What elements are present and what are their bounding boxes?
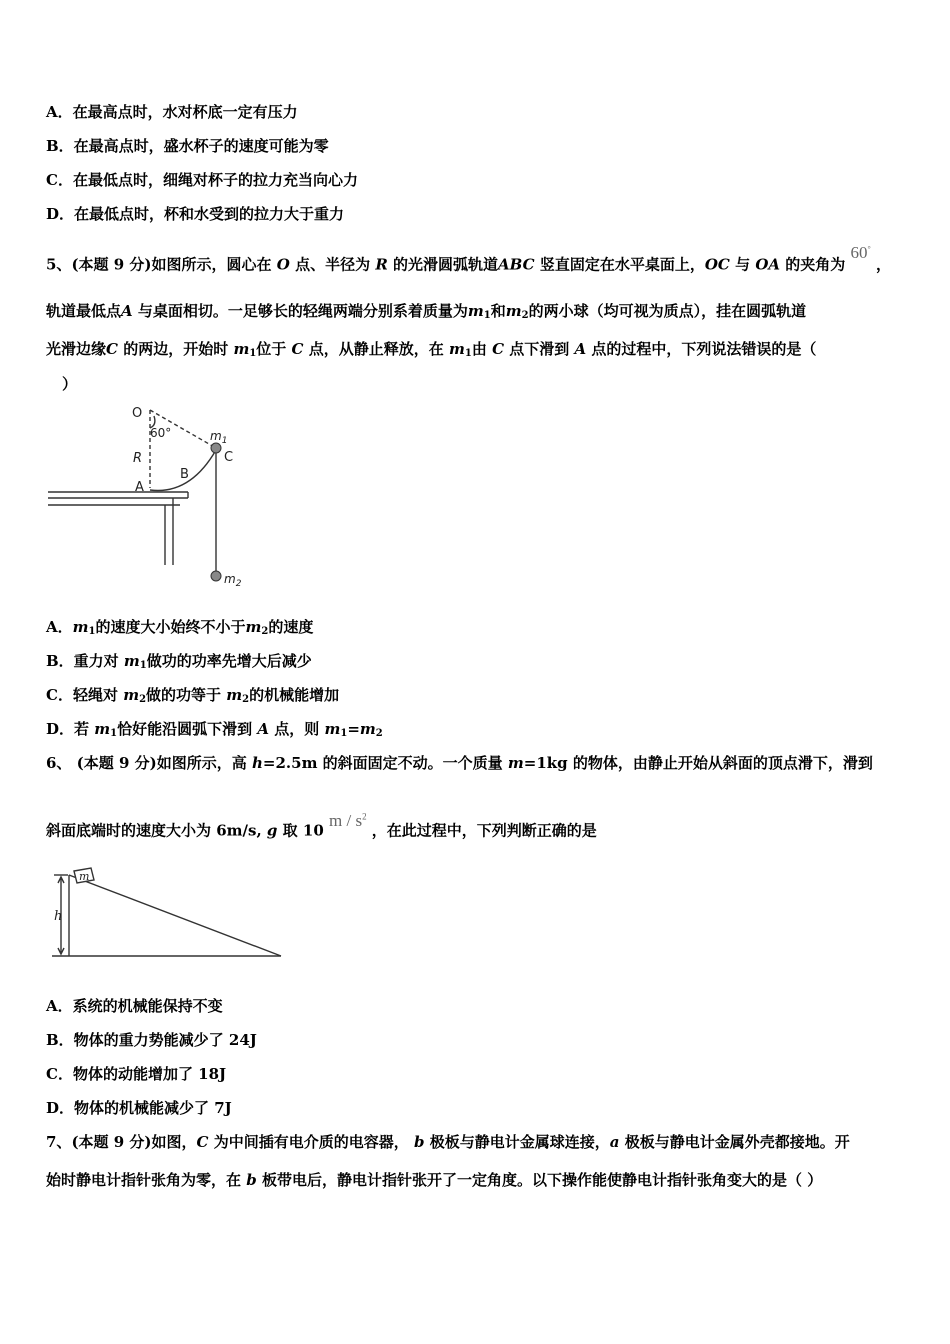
label-m: m	[79, 870, 90, 883]
incline-slope	[69, 875, 281, 956]
q5-option-b: B．重力对 $m_1$做功的功率先增大后减少	[46, 652, 312, 671]
q6-option-c: C．物体的动能增加了 18J	[46, 1065, 227, 1083]
ball-m1	[211, 443, 221, 453]
q4-option-d: D．在最低点时，杯和水受到的拉力大于重力	[46, 205, 345, 223]
q5-option-d: D．若 $m_1$恰好能沿圆弧下滑到 A 点，则 $m_1=m_2$	[46, 720, 383, 739]
q4-option-b: B．在最高点时，盛水杯子的速度可能为零	[46, 137, 329, 155]
q6-option-a: A．系统的机械能保持不变	[46, 997, 223, 1015]
label-o: O	[132, 406, 143, 421]
label-a: A	[135, 480, 144, 495]
q7-stem-line1: 7、(本题 9 分)如图，C 为中间插有电介质的电容器， b 极板与静电计金属球连接，a 极板与静电计金属外壳都接地。开	[46, 1133, 850, 1151]
label-c: C	[224, 450, 234, 465]
q6-option-d: D．物体的机械能减少了 7J	[46, 1099, 232, 1117]
q5-stem-line1: 5、(本题 9 分)如图所示，圆心在 O 点、半径为 R 的光滑圆弧轨道ABC 竖直固定在水平桌面上，OC 与 OA 的夹角为 60° ，	[46, 242, 891, 274]
q5-option-a: A．$m_1$的速度大小始终不小于$m_2$的速度	[46, 618, 314, 637]
q6-stem-line1: 6、 (本题 9 分)如图所示，高 h=2.5m 的斜面固定不动。一个质量 m=1kg 的物体，由静止开始从斜面的顶点滑下，滑到	[46, 754, 873, 772]
q7-stem-line2: 始时静电计指针张角为零，在 b 板带电后，静电计指针张开了一定角度。以下操作能使静电计指针张角变大的是（ ）	[46, 1171, 823, 1189]
q6-stem-line2: 斜面底端时的速度大小为 6m/s, g 取 10 m / $s^2$ ，在此过程中，下列判断正确的是	[46, 810, 597, 840]
label-m1: $m_1$	[210, 429, 228, 446]
q5-angle-value: 60	[850, 242, 868, 262]
q5-stem-line4: ）	[62, 375, 78, 393]
q5-option-c: C．轻绳对 $m_2$做的功等于 $m_2$的机械能增加	[46, 686, 340, 705]
q4-option-c: C．在最低点时，细绳对杯子的拉力充当向心力	[46, 171, 358, 189]
q5-stem-line3: 光滑边缘C 的两边，开始时 $m_1$位于 C 点，从静止释放，在 $m_1$由 C 点下滑到 A 点的过程中，下列说法错误的是（	[46, 340, 817, 359]
q6-figure	[40, 858, 290, 968]
label-r: R	[133, 451, 143, 466]
q5-stem-line2: 轨道最低点A 与桌面相切。一足够长的轻绳两端分别系着质量为$m_1$和$m_2$的两小球（均可视为质点），挂在圆弧轨道	[46, 302, 807, 321]
ball-m2	[211, 571, 221, 581]
q6-option-b: B．物体的重力势能减少了 24J	[46, 1031, 257, 1049]
q5-figure	[40, 400, 260, 595]
label-h: h	[54, 909, 63, 924]
label-b: B	[180, 467, 189, 482]
label-m2: $m_2$	[224, 572, 242, 589]
q4-option-a: A．在最高点时，水对杯底一定有压力	[46, 103, 298, 121]
label-angle: 60°	[150, 426, 172, 440]
q6-unit: m / s	[329, 810, 363, 830]
